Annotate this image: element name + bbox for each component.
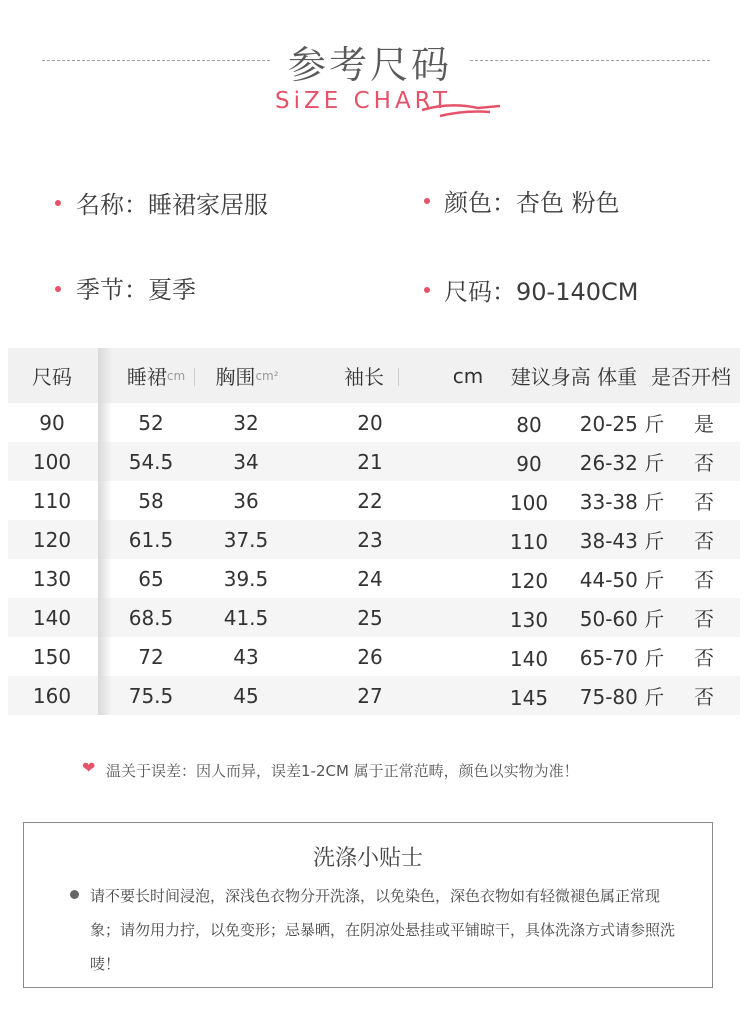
error-note: 温关于误差：因人而异，误差1-2CM 属于正常范畴，颜色以实物为准！ [106,762,579,780]
header-dress-unit: cm [166,368,186,383]
info-name [76,185,268,220]
cell-weight: 38-43 斤 [579,529,665,553]
cell-size: 120 [32,527,72,552]
info-color [444,183,620,218]
table-row [8,481,740,520]
bullet-dot [70,890,79,899]
bullet-dot [55,286,61,292]
cell-dress: 61.5 [128,527,174,552]
info-name-label: 名称： [76,191,148,219]
header-crotch: 是否开档 [651,365,731,389]
cell-weight: 26-32 斤 [579,451,665,475]
header-suggest: 建议身高 体重 [510,365,638,389]
cell-dress: 58 [138,488,164,513]
cell-dress: 52 [138,410,164,435]
table-row [8,598,740,637]
size-table [8,348,740,715]
cell-sleeve: 25 [357,605,383,630]
page-subtitle: SiZE CHART [275,88,452,114]
cell-size: 130 [32,566,72,591]
cell-crotch: 否 [694,451,714,475]
cell-sleeve: 24 [357,566,383,591]
bullet-dot [424,198,430,204]
header-separator [398,368,399,386]
cell-chest: 39.5 [223,566,269,591]
cell-size: 90 [39,410,65,435]
cell-height: 90 [516,451,542,476]
table-body [8,403,740,715]
cell-height: 140 [509,646,549,671]
cell-crotch: 否 [694,490,714,514]
page-title: 参考尺码 [287,43,452,87]
info-season [76,270,196,305]
cell-chest: 32 [233,410,259,435]
header-divider-left [42,60,270,61]
cell-crotch: 否 [694,646,714,670]
cell-dress: 68.5 [128,605,174,630]
info-size-label: 尺码： [444,278,516,306]
column-shadow [98,348,112,715]
header-sleeve: 袖长 [344,365,384,389]
table-row [8,676,740,715]
header-divider-right [470,60,710,61]
cell-crotch: 否 [694,529,714,553]
cell-size: 160 [32,683,72,708]
header-sleeve-unit: cm [452,363,484,388]
header-dress [120,348,192,403]
cell-chest: 45 [233,683,259,708]
cell-weight: 65-70 斤 [579,646,665,670]
cell-crotch: 否 [694,607,714,631]
brush-stroke-decoration [420,96,502,124]
cell-height: 130 [509,607,549,632]
cell-weight: 33-38 斤 [579,490,665,514]
cell-weight: 75-80 斤 [579,685,665,709]
cell-dress: 54.5 [128,449,174,474]
tips-title: 洗涤小贴士 [312,846,423,871]
cell-chest: 43 [233,644,259,669]
tips-text: 请不要长时间浸泡，深浅色衣物分开洗涤，以免染色，深色衣物如有轻微褪色属正常现象；请勿用力拧，以免变形；忌暴晒，在阴凉处悬挂或平铺晾干，具体洗涤方式请参照洗唛！ [90,887,676,973]
cell-sleeve: 22 [357,488,383,513]
cell-size: 140 [32,605,72,630]
cell-dress: 65 [138,566,164,591]
table-header [8,348,740,403]
cell-height: 145 [509,685,549,710]
header-separator [194,368,195,386]
cell-sleeve: 23 [357,527,383,552]
info-season-value: 夏季 [148,276,196,304]
cell-sleeve: 21 [357,449,383,474]
header-chest-label: 胸围 [215,365,256,389]
header-dress-label: 睡裙 [126,365,167,389]
cell-sleeve: 27 [357,683,383,708]
cell-height: 80 [516,412,542,437]
cell-weight: 44-50 斤 [579,568,665,592]
washing-tips-box [23,822,713,988]
table-row [8,442,740,481]
cell-sleeve: 20 [357,410,383,435]
table-row [8,559,740,598]
bullet-dot [55,200,61,206]
header-chest [206,348,288,403]
info-size [444,272,638,307]
cell-height: 110 [509,529,549,554]
info-size-value: 90-140CM [516,278,639,306]
cell-weight: 50-60 斤 [579,607,665,631]
cell-chest: 34 [233,449,259,474]
info-color-value: 杏色 粉色 [516,189,620,217]
cell-sleeve: 26 [357,644,383,669]
cell-size: 110 [32,488,72,513]
cell-size: 100 [32,449,72,474]
cell-dress: 75.5 [128,683,174,708]
header-chest-unit: cm² [255,368,279,383]
cell-chest: 37.5 [223,527,269,552]
cell-weight: 20-25 斤 [579,412,665,436]
cell-crotch: 否 [694,568,714,592]
cell-crotch: 否 [694,685,714,709]
bullet-dot [424,287,430,293]
heart-icon: ❤ [82,758,96,777]
info-name-value: 睡裙家居服 [148,191,268,219]
info-season-label: 季节： [76,276,148,304]
cell-chest: 36 [233,488,259,513]
table-row [8,520,740,559]
cell-dress: 72 [138,644,164,669]
cell-height: 120 [509,568,549,593]
header-size: 尺码 [32,365,72,389]
info-color-label: 颜色： [444,189,516,217]
cell-height: 100 [509,490,549,515]
cell-crotch: 是 [694,412,714,436]
table-row [8,403,740,442]
table-row [8,637,740,676]
cell-chest: 41.5 [223,605,269,630]
cell-size: 150 [32,644,72,669]
